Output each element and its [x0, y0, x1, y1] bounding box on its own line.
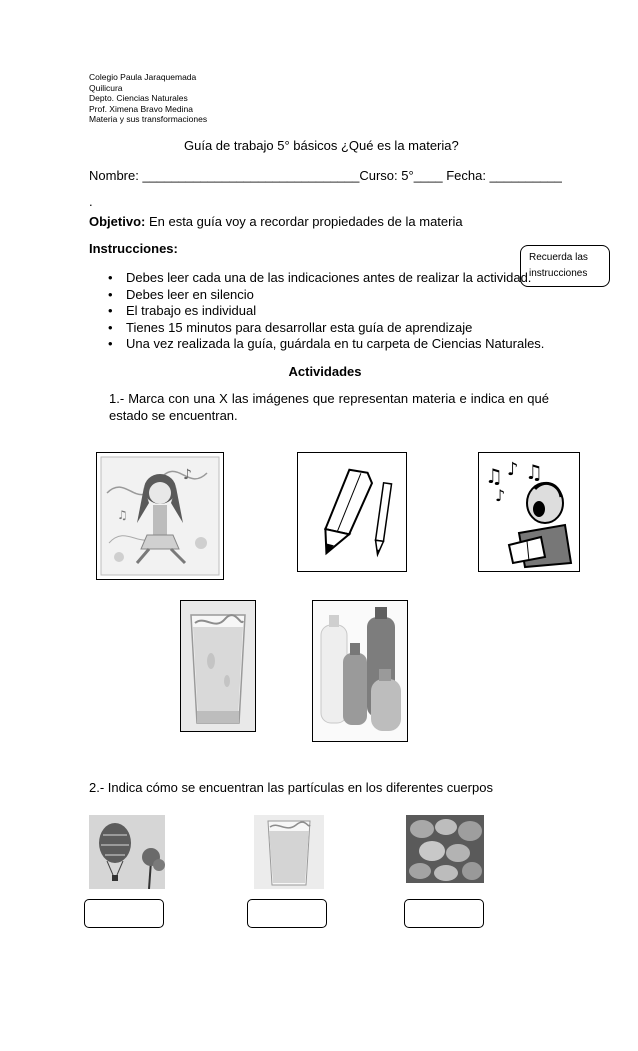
stray-dot: .	[89, 194, 93, 209]
activity-1-instruction: 1.- Marca con una X las imágenes que representan materia e indica en qué estado se encuentran.	[109, 391, 549, 423]
activity-2-instruction: 2.- Indica cómo se encuentran las partículas en los diferentes cuerpos	[89, 780, 493, 795]
water-glass-small-image	[254, 815, 324, 889]
singing-man-image	[478, 452, 580, 572]
answer-box-balloon[interactable]	[84, 899, 164, 928]
objective-label: Objetivo:	[89, 214, 146, 229]
department-name: Depto. Ciencias Naturales	[89, 93, 188, 104]
gas-cylinders-image	[312, 600, 408, 742]
hot-air-balloon-image	[89, 815, 165, 889]
objective-line	[89, 214, 463, 230]
teacher-name: Prof. Ximena Bravo Medina	[89, 103, 193, 114]
anime-girl-image	[96, 452, 224, 580]
svg-text:♪: ♪	[183, 467, 192, 483]
unit-name: Materia y sus transformaciones	[89, 114, 208, 125]
name-course-date-line: Nombre: ______________________________Curso: 5°____ Fecha: __________	[89, 168, 562, 183]
svg-text:♪: ♪	[507, 459, 519, 480]
svg-text:♫: ♫	[525, 460, 543, 484]
water-glass-image	[180, 600, 256, 732]
pencils-image	[297, 452, 407, 572]
objective-text: En esta guía voy a recordar propiedades de la materia	[145, 214, 463, 229]
instruction-item: • Debes leer en silencio	[104, 287, 524, 304]
svg-text:♫: ♫	[117, 508, 128, 522]
school-name: Colegio Paula Jaraquemada	[89, 72, 197, 82]
school-header	[89, 72, 207, 125]
activities-title: Actividades	[288, 364, 362, 379]
city-name: Quilicura	[89, 82, 123, 93]
instructions-list	[104, 270, 545, 353]
reminder-line-1: Recuerda las	[529, 252, 588, 263]
instruction-item: • Tienes 15 minutos para desarrollar esta guía de aprendizaje	[104, 320, 524, 337]
answer-box-water[interactable]	[247, 899, 327, 928]
instruction-item: • Una vez realizada la guía, guárdala en tu carpeta de Ciencias Naturales.	[104, 336, 524, 353]
reminder-line-2: instrucciones	[529, 268, 588, 279]
page-title: Guía de trabajo 5° básicos ¿Qué es la materia?	[184, 138, 459, 153]
svg-text:♪: ♪	[495, 486, 506, 505]
instruction-item: • El trabajo es individual	[104, 303, 524, 320]
svg-text:♫: ♫	[485, 464, 503, 488]
answer-box-stones[interactable]	[404, 899, 484, 928]
instructions-label: Instrucciones:	[89, 241, 178, 256]
reminder-callout	[520, 245, 610, 287]
instruction-item: • Debes leer cada una de las indicaciones antes de realizar la actividad.	[104, 270, 524, 287]
stones-image	[406, 815, 484, 883]
